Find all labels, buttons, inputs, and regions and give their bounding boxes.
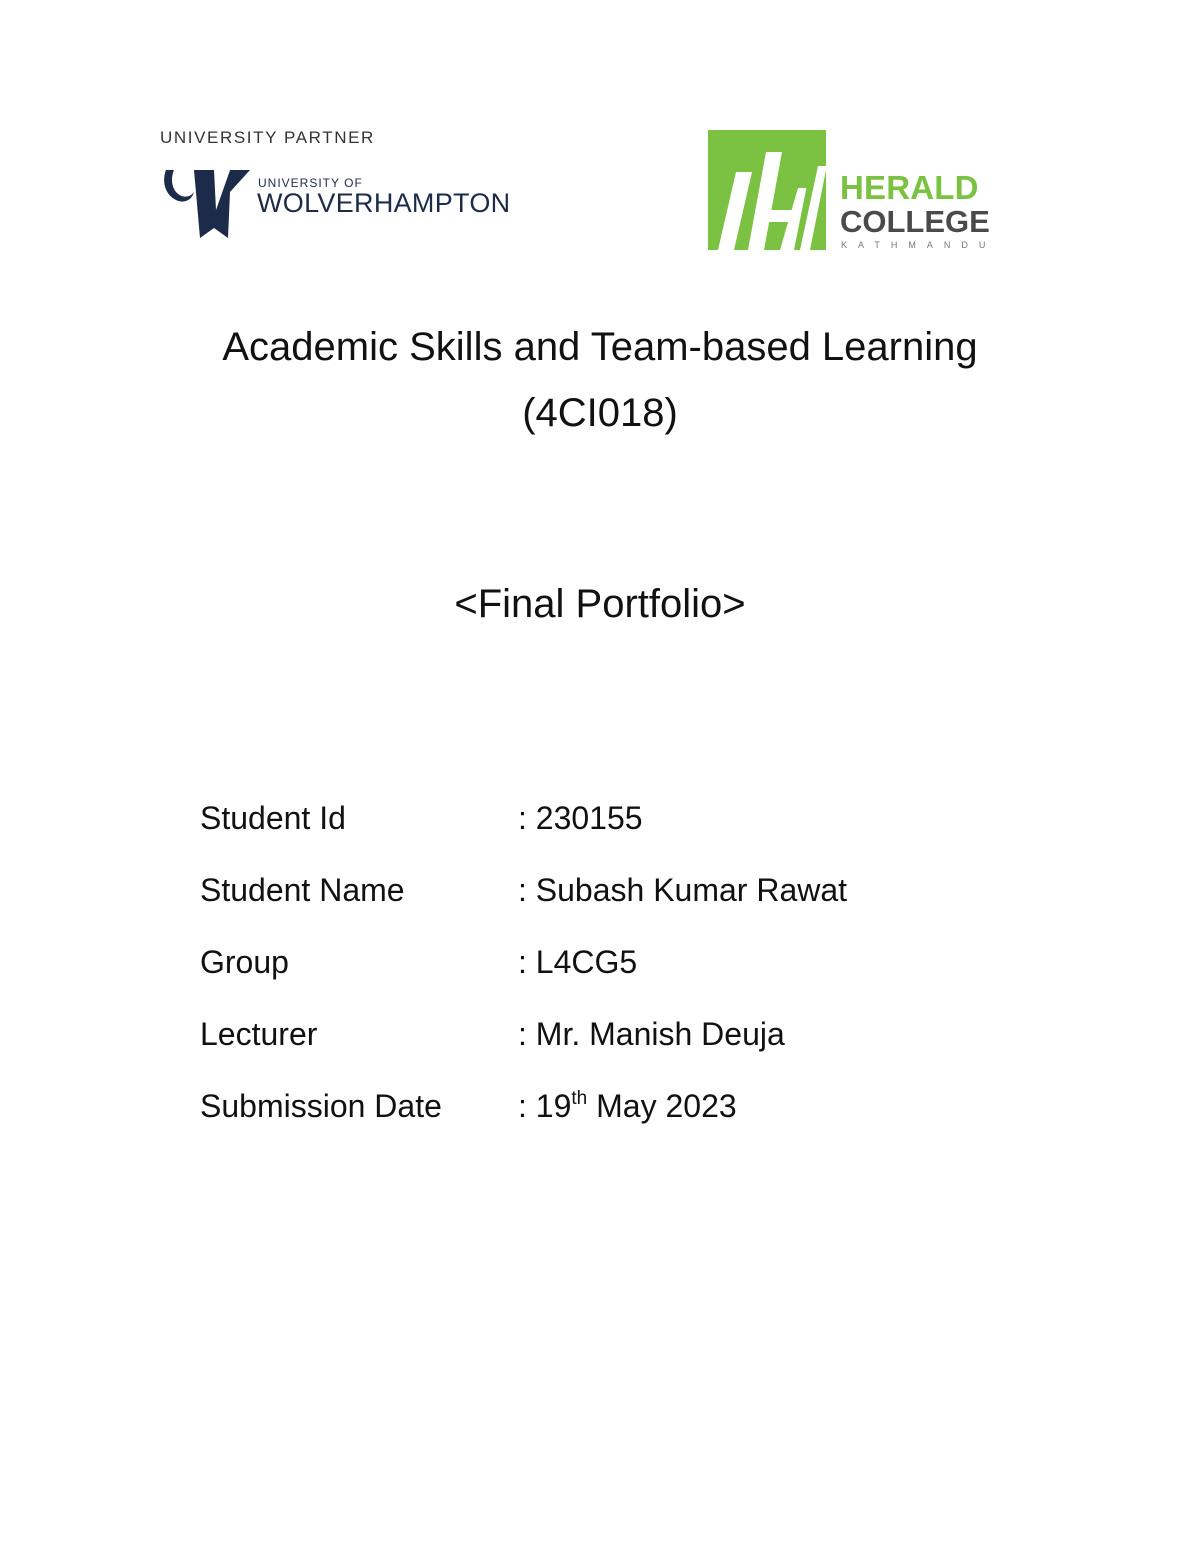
submission-date-ordinal: th xyxy=(571,1088,588,1109)
lecturer-value: : Mr. Manish Deuja xyxy=(518,1016,785,1052)
submission-date-month-year: May 2023 xyxy=(587,1088,737,1124)
detail-row-group xyxy=(200,944,1000,1016)
student-name-label: Student Name xyxy=(200,872,405,908)
student-details xyxy=(200,800,1000,1160)
wolverhampton-name: WOLVERHAMPTON xyxy=(257,188,511,218)
herald-college-logo xyxy=(708,130,1008,252)
lecturer-label: Lecturer xyxy=(200,1016,318,1052)
wolverhampton-emblem-icon xyxy=(160,166,252,238)
module-title: Academic Skills and Team-based Learning xyxy=(222,325,978,369)
document-subtitle: <Final Portfolio> xyxy=(454,582,746,626)
kathmandu-text: KATHMANDU xyxy=(841,240,997,250)
detail-row-student-name xyxy=(200,872,1000,944)
college-name: COLLEGE xyxy=(840,204,990,239)
student-id-value: : 230155 xyxy=(518,800,643,836)
detail-row-student-id xyxy=(200,800,1000,872)
student-id-label: Student Id xyxy=(200,800,346,836)
group-value: : L4CG5 xyxy=(518,944,638,980)
herald-emblem-icon xyxy=(708,130,826,250)
group-label: Group xyxy=(200,944,289,980)
submission-date-day: : 19 xyxy=(518,1088,572,1124)
wolverhampton-logo xyxy=(160,128,520,243)
module-code: (4CI018) xyxy=(522,391,678,435)
submission-date-label: Submission Date xyxy=(200,1088,442,1124)
herald-name: HERALD xyxy=(840,169,979,206)
detail-row-lecturer xyxy=(200,1016,1000,1088)
university-of-text: UNIVERSITY OF xyxy=(258,176,363,190)
university-partner-label: UNIVERSITY PARTNER xyxy=(160,128,375,147)
detail-row-submission-date xyxy=(200,1088,1000,1160)
student-name-value: : Subash Kumar Rawat xyxy=(518,872,848,908)
submission-date-value xyxy=(518,1088,737,1125)
